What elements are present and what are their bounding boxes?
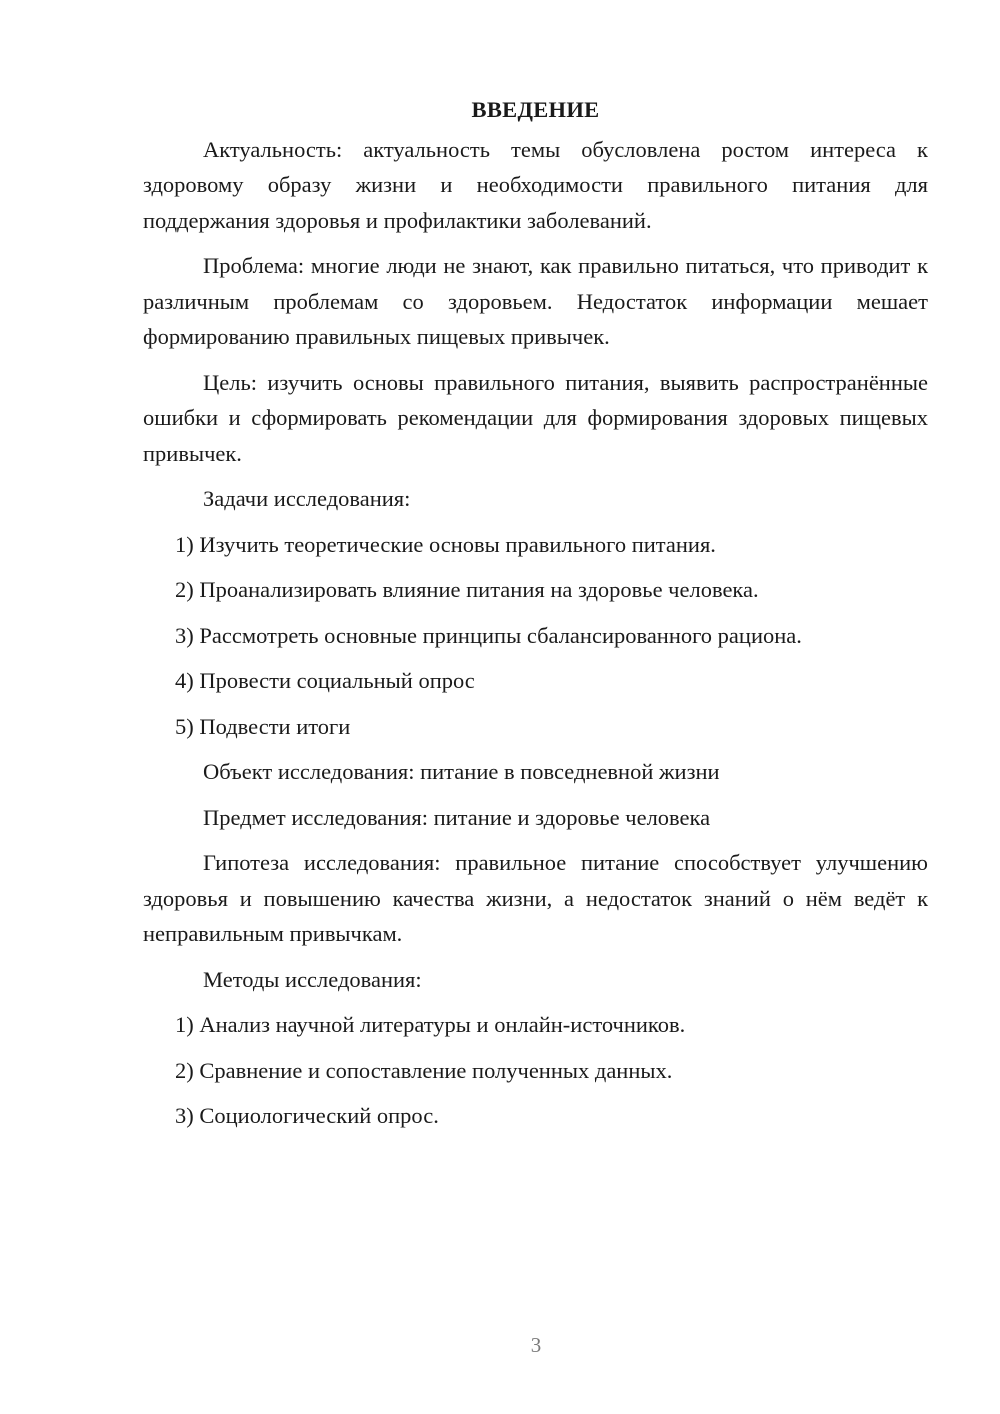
list-item: 1) Изучить теоретические основы правильного питания. bbox=[175, 531, 716, 557]
methods-title: Методы исследования: bbox=[203, 966, 422, 992]
tasks-title: Задачи исследования: bbox=[203, 486, 411, 511]
page-number: 3 bbox=[530, 1333, 542, 1357]
list-item: 3) Рассмотреть основные принципы сбалансированного рациона. bbox=[175, 622, 802, 648]
section-heading: ВВЕДЕНИЕ bbox=[471, 97, 600, 122]
hypothesis-paragraph: Гипотеза исследования: правильное питание способствует улучшению здоровья и повышению качества жизни, а недостаток знаний о нём ведёт к неправильным привычкам. bbox=[143, 850, 928, 946]
methods-list bbox=[143, 1007, 928, 1134]
list-item: 1) Анализ научной литературы и онлайн-источников. bbox=[175, 1012, 686, 1037]
page-body bbox=[143, 92, 928, 1144]
list-item: 3) Социологический опрос. bbox=[175, 1103, 439, 1128]
research-subject: Предмет исследования: питание и здоровье человека bbox=[203, 804, 711, 830]
list-item: 5) Подвести итоги bbox=[175, 713, 351, 739]
tasks-list bbox=[143, 527, 928, 745]
list-item: 2) Проанализировать влияние питания на здоровье человека. bbox=[175, 577, 759, 602]
relevance-paragraph: Актуальность: актуальность темы обусловлена ростом интереса к здоровому образу жизни и необходимости правильного питания для поддержания здоровья и профилактики заболеваний. bbox=[143, 136, 928, 233]
list-item: 2) Сравнение и сопоставление полученных данных. bbox=[175, 1057, 673, 1083]
problem-paragraph: Проблема: многие люди не знают, как правильно питаться, что приводит к различным проблемам со здоровьем. Недостаток информации мешает формированию правильных пищевых привычек. bbox=[143, 253, 928, 349]
goal-paragraph: Цель: изучить основы правильного питания, выявить распространённые ошибки и сформировать рекомендации для формирования здоровых пищевых привычек. bbox=[143, 369, 928, 466]
list-item: 4) Провести социальный опрос bbox=[175, 668, 475, 693]
research-object: Объект исследования: питание в повседневной жизни bbox=[203, 759, 720, 784]
